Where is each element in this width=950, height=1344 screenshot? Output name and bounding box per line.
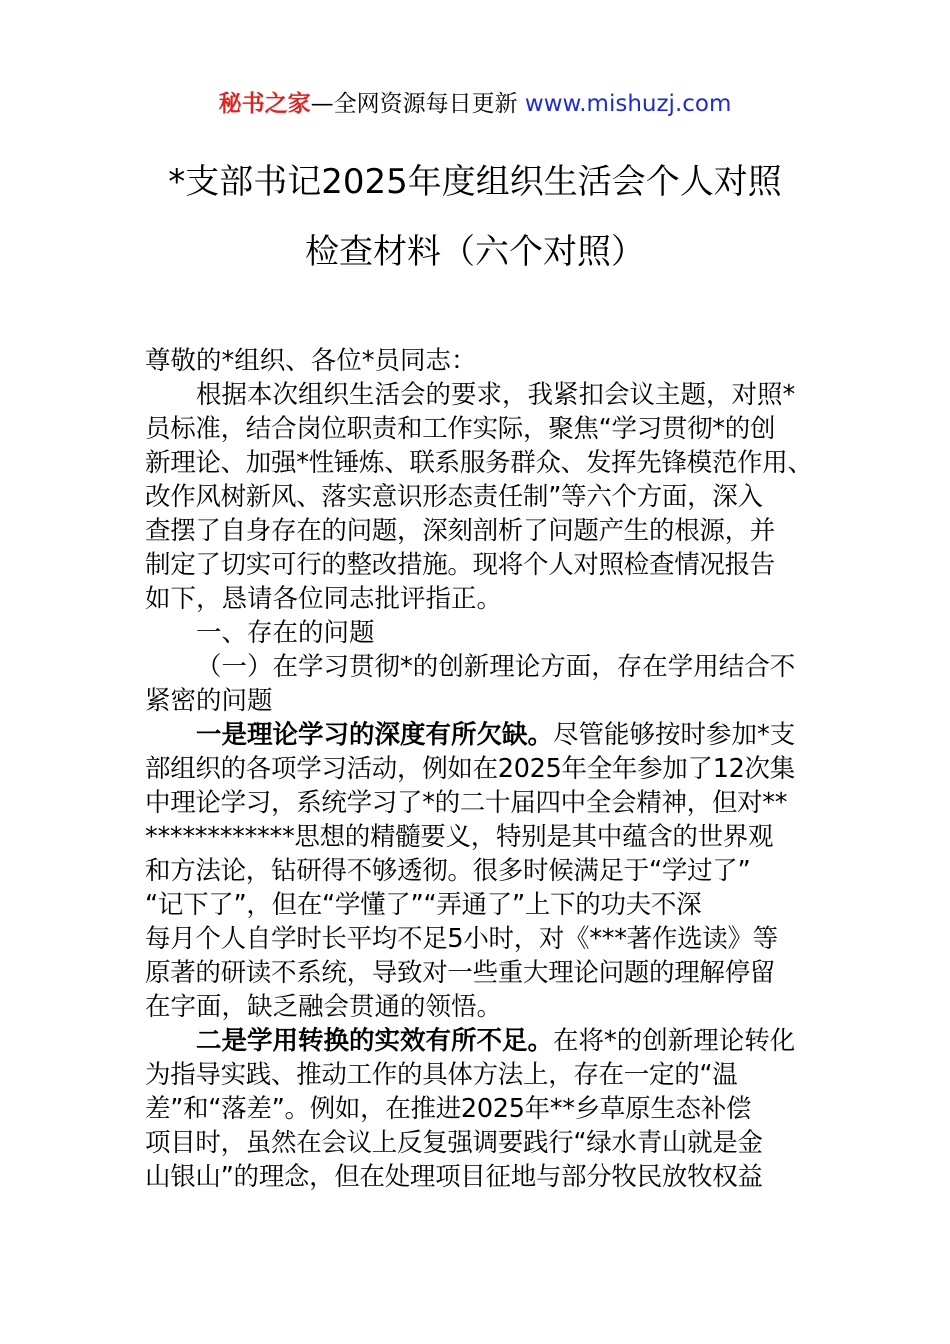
document-body xyxy=(145,344,815,1194)
point-1-line: ************思想的精髓要义，特别是其中蕴含的世界观 xyxy=(145,822,774,852)
point-2-lead: 二是学用转换的实效有所不足。 xyxy=(196,1026,554,1056)
site-tagline: —全网资源每日更新 xyxy=(310,91,525,117)
point-1-first-rest: 尽管能够按时参加*支 xyxy=(553,720,796,750)
intro-line: 新理论、加强*性锤炼、联系服务群众、发挥先锋模范作用、 xyxy=(145,448,813,478)
point-2-line: 为指导实践、推动工作的具体方法上，存在一定的“温 xyxy=(145,1060,738,1090)
point-1-line: 中理论学习，系统学习了*的二十届四中全会精神，但对** xyxy=(145,788,788,818)
point-2-first-line xyxy=(145,1024,815,1058)
point-1-line: 部组织的各项学习活动，例如在2025年全年参加了12次集 xyxy=(145,754,795,784)
document-title-line-1: *支部书记2025年度组织生活会个人对照 xyxy=(168,162,782,202)
subsection-heading-line: （一）在学习贯彻*的创新理论方面，存在学用结合不 xyxy=(196,652,796,682)
intro-line: 根据本次组织生活会的要求，我紧扣会议主题，对照* xyxy=(196,380,796,410)
point-2-line: 项目时，虽然在会议上反复强调要践行“绿水青山就是金 xyxy=(145,1128,763,1158)
intro-line: 查摆了自身存在的问题，深刻剖析了问题产生的根源，并 xyxy=(145,516,776,546)
site-name: 秘书之家 xyxy=(218,91,311,117)
intro-line: 如下，恳请各位同志批评指正。 xyxy=(145,584,503,614)
salutation: 尊敬的*组织、各位*员同志： xyxy=(145,346,477,376)
document-title-line-2: 检查材料（六个对照） xyxy=(305,232,645,272)
subsection-heading-line: 紧密的问题 xyxy=(145,686,273,716)
point-2-first-rest: 在将*的创新理论转化 xyxy=(553,1026,796,1056)
point-1-line: 每月个人自学时长平均不足5小时，对《***著作选读》等 xyxy=(145,924,778,954)
intro-line: 制定了切实可行的整改措施。现将个人对照检查情况报告 xyxy=(145,550,776,580)
point-2-line: 差”和“落差”。例如，在推进2025年**乡草原生态补偿 xyxy=(145,1094,752,1124)
point-2-line: 山银山”的理念，但在处理项目征地与部分牧民放牧权益 xyxy=(145,1162,763,1192)
point-1-line: “记下了”，但在“学懂了”“弄通了”上下的功夫不深 xyxy=(145,890,702,920)
point-1-line: 和方法论，钻研得不够透彻。很多时候满足于“学过了” xyxy=(145,856,751,886)
section-heading-problems: 一、存在的问题 xyxy=(196,618,375,648)
intro-line: 改作风树新风、落实意识形态责任制”等六个方面，深入 xyxy=(145,482,763,512)
site-header xyxy=(0,86,950,122)
site-url-link[interactable]: www.mishuzj.com xyxy=(524,91,732,117)
point-1-line: 原著的研读不系统，导致对一些重大理论问题的理解停留 xyxy=(145,958,776,988)
intro-line: 员标准，结合岗位职责和工作实际，聚焦“学习贯彻*的创 xyxy=(145,414,776,444)
point-1-line: 在字面，缺乏融会贯通的领悟。 xyxy=(145,992,503,1022)
point-1-lead: 一是理论学习的深度有所欠缺。 xyxy=(196,720,554,750)
point-1-first-line xyxy=(145,718,815,752)
